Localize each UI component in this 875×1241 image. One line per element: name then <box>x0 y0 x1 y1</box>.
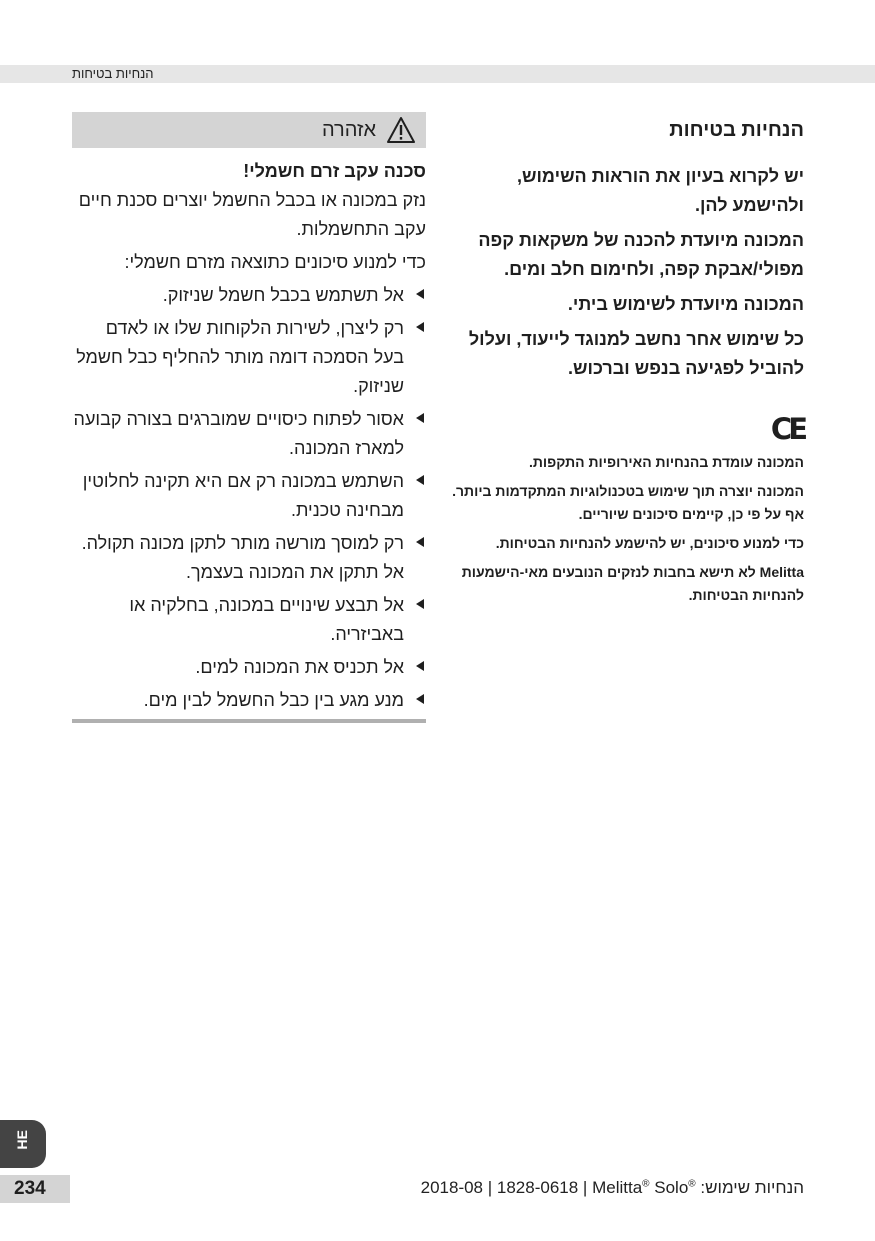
list-item-text: אל תבצע שינויים במכונה, בחלקיה או באביזריה. <box>129 595 404 644</box>
list-item <box>72 314 426 401</box>
bullet-arrow-icon <box>416 322 424 332</box>
bullet-arrow-icon <box>416 413 424 423</box>
warning-text: כדי למנוע סיכונים כתוצאה מזרם חשמלי: <box>124 252 426 272</box>
list-item-text: אסור לפתוח כיסויים שמוברגים בצורה קבועה למארז המכונה. <box>73 409 404 458</box>
bullet-arrow-icon <box>416 289 424 299</box>
bullet-arrow-icon <box>416 599 424 609</box>
footer-brand: Melitta <box>592 1178 643 1197</box>
warning-column <box>72 112 426 723</box>
list-item <box>72 529 426 587</box>
bullet-arrow-icon <box>416 537 424 547</box>
compliance-paragraph: Melitta לא תישא בחבות לנזקים הנובעים מאי-הישמעות להנחיות הבטיחות. <box>461 564 804 603</box>
language-code: HE <box>14 1130 30 1150</box>
bullet-arrow-icon <box>416 661 424 671</box>
list-item <box>72 281 426 310</box>
intro-paragraph: יש לקרוא בעיון את הוראות השימוש, ולהישמע להן. <box>517 166 804 215</box>
bullet-arrow-icon <box>416 694 424 704</box>
danger-title: סכנה עקב זרם חשמלי! <box>243 161 426 181</box>
list-item <box>72 686 426 715</box>
warning-triangle-icon <box>386 116 416 144</box>
divider <box>72 719 426 723</box>
list-item <box>72 591 426 649</box>
intro-paragraph: המכונה מיועדת להכנה של משקאות קפה מפולי/אבקת קפה, ולחימום חלב ומים. <box>478 230 804 279</box>
registered-mark: ® <box>688 1178 696 1190</box>
running-title: הנחיות בטיחות <box>72 66 154 81</box>
list-item-text: רק למוסך מורשה מותר לתקן מכונה תקולה. אל תתקן את המכונה בעצמך. <box>81 533 404 582</box>
language-tab <box>0 1120 46 1168</box>
list-item-text: אל תכניס את המכונה למים. <box>195 657 404 677</box>
page-number: 234 <box>14 1178 46 1199</box>
list-item <box>72 653 426 682</box>
warning-header <box>72 112 426 148</box>
compliance-paragraph: המכונה עומדת בהנחיות האירופיות התקפות. <box>528 454 804 470</box>
warning-list <box>72 281 426 715</box>
list-item-text: רק ליצרן, לשירות הלקוחות שלו או לאדם בעל הסמכה דומה מותר להחליף כבל חשמל שניזוק. <box>76 318 404 396</box>
bullet-arrow-icon <box>416 475 424 485</box>
list-item <box>72 405 426 463</box>
intro-paragraph: המכונה מיועדת לשימוש ביתי. <box>567 294 804 314</box>
footer-info: 2018-08 | 1828-0618 | Melitta® Solo® הנחיות שימוש: <box>420 1178 804 1197</box>
intro-column <box>450 112 804 611</box>
compliance-paragraph: המכונה יוצרה תוך שימוש בטכנולוגיות המתקדמות ביותר. אף על פי כן, קיימים סיכונים שיוריים. <box>452 483 804 522</box>
ce-mark-icon: CE <box>770 412 804 446</box>
intro-paragraph: כל שימוש אחר נחשב למנוגד לייעוד, ועלול להוביל לפגיעה בנפש וברכוש. <box>468 329 804 378</box>
footer-doc-code: 1828-0618 <box>496 1178 579 1197</box>
footer-manual-label: הנחיות שימוש: <box>700 1178 804 1197</box>
compliance-paragraph: כדי למנוע סיכונים, יש להישמע להנחיות הבטיחות. <box>495 535 804 551</box>
footer-model: Solo <box>654 1178 689 1197</box>
list-item-text: אל תשתמש בכבל חשמל שניזוק. <box>162 285 404 305</box>
warning-text: נזק במכונה או בכבל החשמל יוצרים סכנת חיים עקב התחשמלות. <box>78 190 426 239</box>
footer-date: 2018-08 <box>420 1178 484 1197</box>
page-number-box <box>0 1175 70 1203</box>
warning-label: אזהרה <box>321 118 376 141</box>
list-item-text: מנע מגע בין כבל החשמל לבין מים. <box>143 690 404 710</box>
list-item <box>72 467 426 525</box>
section-title: הנחיות בטיחות <box>669 119 804 141</box>
registered-mark: ® <box>642 1178 650 1190</box>
list-item-text: השתמש במכונה רק אם היא תקינה לחלוטין מבחינה טכנית. <box>82 471 404 520</box>
